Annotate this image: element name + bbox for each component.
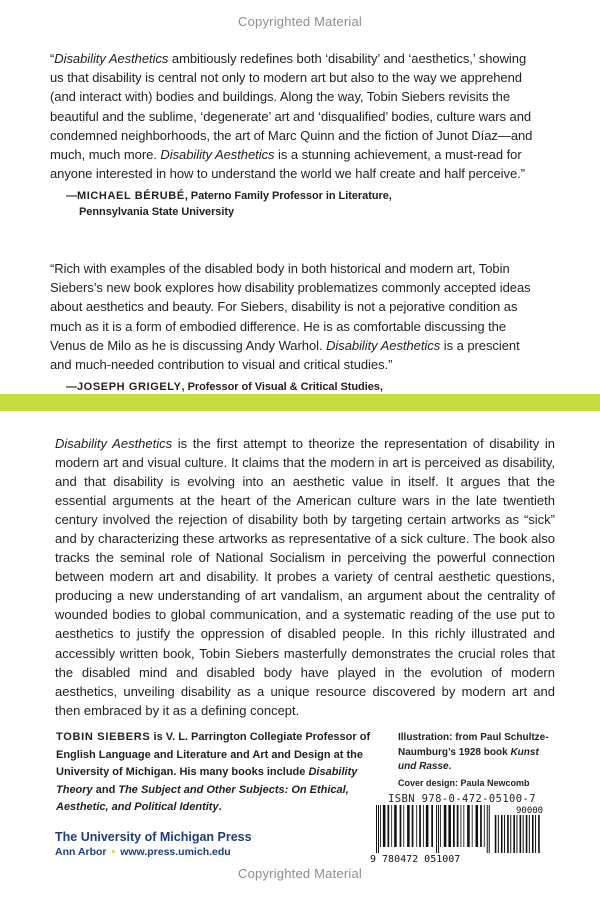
quote-line: us that disability is central not only to modern art but also to the way we apprehend [50,70,522,86]
quote-line: “Rich with examples of the disabled body in both historical and modern art, Tobin [50,261,510,276]
bio-text: . [218,801,222,814]
quote-line: Siebers’s new book explores how disability problematizes commonly accepted ideas [50,280,531,296]
barcode-bar [457,805,459,847]
quote-line: and much-needed contribution to visual and critical studies.” [50,357,393,373]
endorser-title: Paterno Family Professor in Literature, [190,190,392,203]
quoted-book-title: Disability Aesthetics [160,147,275,163]
barcode-bar [487,805,488,853]
bio-text: and [92,783,119,796]
author-bio [56,729,372,817]
bio-book-title: Disability Theory [56,766,358,796]
copyright-watermark-bottom: Copyrighted Material [238,866,362,881]
addon-bar [498,815,499,853]
quote-text [50,259,555,374]
addon-bar [513,815,515,853]
addon-bar [510,815,511,853]
quote-attribution: —JOSEPH GRIGELY, Professor of Visual & Critical Studies, [50,379,555,411]
barcode-bar [431,805,433,847]
barcode-bar [467,805,470,847]
barcode-bar [394,805,397,847]
addon-bar [523,815,524,853]
quoted-book-title: Disability Aesthetics [326,337,441,353]
author-name: TOBIN SIEBERS [56,731,151,743]
credit-text: . [448,761,452,772]
barcode-bar [376,805,377,853]
publisher-name: The University of Michigan Press [55,830,252,844]
barcode-bar [426,805,429,847]
barcode-bar [391,805,392,847]
barcode-bar [463,805,464,847]
addon-bar [526,815,528,853]
quote-line: “Disability Aesthetics ambitiously redefines both ‘disability’ and ‘aesthetics,’ showing [50,51,527,66]
barcode-image [366,805,556,865]
barcode-bar [444,805,447,847]
addon-bar [520,815,522,853]
quote-line: beautiful and the sublime, ‘degenerate’ art and ‘disqualified’ bodies, culture wars and [50,108,532,124]
addon-bar [535,815,536,853]
illustration-credit [398,731,558,775]
barcode-bar [472,805,473,847]
quote-line: condemned neighborhoods, the art of Marc Quinn and the fiction of Junot Díaz—and [50,127,533,143]
barcode-bar [407,805,410,847]
bullet-separator: • [111,846,116,858]
quote-line: much, much more. Disability Aesthetics is a stunning achievement, a must-read for [50,147,522,163]
quoted-book-title: Disability Aesthetics [54,51,169,66]
barcode-bar [453,805,455,847]
isbn-number: ISBN 978-0-472-05100-7 [388,793,536,805]
quote-line: (and interact with) bodies and buildings. Along the way, Tobin Siebers revisits the [50,89,511,105]
quote-attribution: —MICHAEL BÉRUBÉ, Paterno Family Professor in Literature, Pennsylvania State University [50,188,555,220]
credit-book-title: Kunst und Rasse [398,746,539,772]
description-body: is the first attempt to theorize the representation of disability in modern art and visual culture. It claims that the modern in art is perceived as disability, and that disability is evolving into an aesthetic value in itself. It argues that the essential arguments at the heart of the American culture wars in the late twentieth century involved the rejection of disability both by targeting certain artworks as “sick” and by characterizing these artworks as representative of a sick culture. The book also tracks the seminal role of National Socialism in perceiving the powerful connection between modern art and disability. It probes a variety of central aesthetic questions, producing a new understanding of art vandalism, an argument about the centrality of wounded bodies to global communication, and a systematic reading of the use put to aesthetics to justify the oppression of disabled people. In this richly illustrated and accessibly written book, Tobin Siebers masterfully demonstrates the crucial roles that the disabled mind and disabled body have played in the evolution of modern aesthetics, unveiling disability as a unique resource discovered by modern art and then embraced by it as a defining concept. [55,436,555,718]
addon-bar [507,815,509,853]
barcode-bar [461,805,462,847]
book-title: Disability Aesthetics [55,436,173,451]
barcode-bar [480,805,482,847]
barcode-bar [403,805,404,847]
book-description [55,434,555,720]
addon-bar [495,815,497,853]
barcode-bar [423,805,424,847]
endorser-name: MICHAEL BÉRUBÉ [76,190,185,203]
publisher-location-line [55,845,252,860]
barcode-bar [383,805,386,847]
barcode-bar [416,805,417,847]
barcode-bar [380,805,381,847]
addon-bar [501,815,503,853]
barcode-bar [400,805,402,847]
addon-bar [504,815,505,853]
accent-band [0,394,600,411]
barcode-bar [378,805,379,853]
endorsement-quote-grigely [50,259,555,411]
quote-line: anyone interested in how to understand the world we half create and half perceive.” [50,166,525,182]
cover-design-credit: Cover design: Paula Newcomb [398,778,530,788]
barcode-bar [489,805,490,853]
barcode-bar [419,805,421,847]
bio-book-title: The Subject and Other Subjects: On Ethical, Aesthetic, and Political Identity [56,783,349,814]
ean-digits: 9 780472 051007 [370,854,461,865]
barcode-bar [476,805,479,847]
addon-bar [538,815,540,853]
barcode-bar [436,805,437,853]
endorsement-quote-berube [50,49,555,220]
barcode-bar [438,805,439,853]
barcode-bar [412,805,414,847]
bio-text: is V. L. Parrington Collegiate Professor of English Language and Literature and Art and Design at the University of Michigan. His many books include [56,731,371,779]
endorser-name: JOSEPH GRIGELY [76,381,182,394]
barcode-bar [388,805,390,847]
quote-text [50,49,555,183]
isbn-barcode [366,793,556,865]
credit-text: Illustration: from Paul Schultze-Naumburg’s 1928 book [398,732,549,758]
barcode-bar [484,805,485,847]
barcode-bar [440,805,441,847]
endorser-affiliation: Pennsylvania State University [79,206,235,219]
addon-bar [516,815,517,853]
addon-bar [532,815,534,853]
copyright-watermark-top: Copyrighted Material [238,14,362,29]
quote-line: about aesthetics and beauty. For Siebers, disability is not a pejorative condition as [50,299,518,315]
addon-digits: 90000 [516,806,544,816]
publisher-url[interactable]: www.press.umich.edu [120,846,231,858]
quote-line: Venus de Milo as he is discussing Andy Warhol. Disability Aesthetics is a prescient [50,337,520,353]
addon-bar [529,815,530,853]
publisher-block [55,829,252,860]
quote-line: much as it is a form of embodied difference. He is as comfortable discussing the [50,318,507,334]
barcode-bar [448,805,451,847]
endorser-title: Professor of Visual & Critical Studies, [187,381,383,394]
publisher-city: Ann Arbor [55,846,107,858]
